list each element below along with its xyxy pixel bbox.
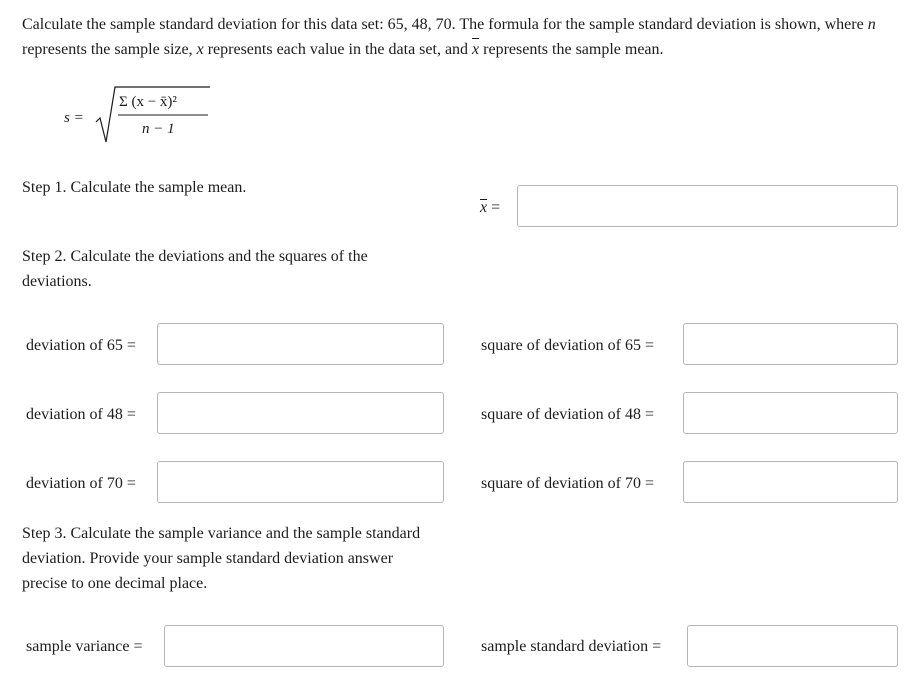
intro-text-3: represents each value in the data set, and xyxy=(203,41,473,58)
sample-sd-label: sample standard deviation = xyxy=(481,638,662,655)
deviation-65-label: deviation of 65 = xyxy=(26,337,136,354)
intro-text-2: represents the sample size, xyxy=(22,41,197,58)
mean-label xyxy=(480,198,500,218)
var-xbar: x xyxy=(472,37,479,62)
deviation-48-label: deviation of 48 = xyxy=(26,406,136,423)
mean-input[interactable] xyxy=(517,185,898,227)
intro-text-4: represents the sample mean. xyxy=(479,41,664,58)
sample-variance-input[interactable] xyxy=(164,625,444,667)
intro-text-1: Calculate the sample standard deviation for this data set: 65, 48, 70. The formula for the sample standard deviation is shown, where xyxy=(22,16,868,33)
formula-numerator: Σ (x − x̄)² xyxy=(119,94,177,110)
std-dev-formula xyxy=(62,82,222,144)
var-x: x xyxy=(196,41,204,58)
square-deviation-70-input[interactable] xyxy=(683,461,898,503)
square-deviation-70-label: square of deviation of 70 = xyxy=(481,475,654,492)
deviation-70-label: deviation of 70 = xyxy=(26,475,136,492)
square-deviation-48-input[interactable] xyxy=(683,392,898,434)
deviation-48-input[interactable] xyxy=(157,392,444,434)
step3-instruction: Step 3. Calculate the sample variance and the sample standard deviation. Provide your sample standard deviation answer precise to one decimal place. xyxy=(22,525,421,592)
sample-variance-label: sample variance = xyxy=(26,638,143,655)
square-deviation-65-label: square of deviation of 65 = xyxy=(481,337,654,354)
deviation-70-input[interactable] xyxy=(157,461,444,503)
sample-sd-input[interactable] xyxy=(687,625,898,667)
step1-instruction: Step 1. Calculate the sample mean. xyxy=(22,179,247,196)
mean-label-eq: = xyxy=(491,199,501,216)
step2-instruction: Step 2. Calculate the deviations and the squares of the deviations. xyxy=(22,248,368,290)
deviation-65-input[interactable] xyxy=(157,323,444,365)
mean-label-var: x xyxy=(480,199,488,216)
formula-lhs: s = xyxy=(64,110,84,126)
formula-denominator: n − 1 xyxy=(142,121,175,137)
square-deviation-48-label: square of deviation of 48 = xyxy=(481,406,654,423)
var-n: n xyxy=(867,16,876,33)
question-intro xyxy=(22,12,902,62)
square-deviation-65-input[interactable] xyxy=(683,323,898,365)
